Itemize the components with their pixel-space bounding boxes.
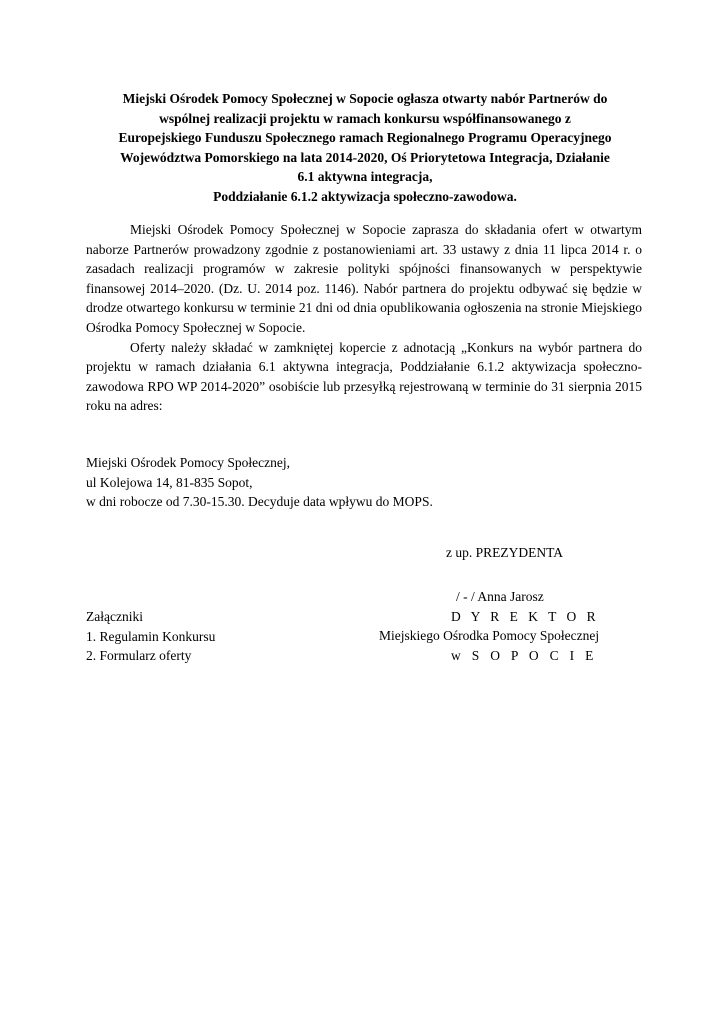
announcement-title [80, 89, 650, 207]
attachments-list [86, 607, 215, 666]
attachment-item: 1. Regulamin Konkursu [86, 628, 216, 644]
body-paragraph-invitation: Miejski Ośrodek Pomocy Społecznej w Sopocie zaprasza do składania ofert w otwartym naborze Partnerów prowadzony zgodnie z postanowieniami art. 33 ustawy z dnia 11 lipca 2014 r. o zasadach realizacji programów w zakresie polityki spójności finansowanych w perspektywie finansowej 2014–2020. (Dz. U. 2014 poz. 1146). Nabór partnera do projektu odbywać się będzie w drodze otwartego konkursu w terminie 21 dni od dnia opublikowania ogłoszenia na stronie Miejskiego Ośrodka Pomocy Społecznej w Sopocie. [86, 222, 642, 335]
address-line: ul Kolejowa 14, 81-835 Sopot, [86, 474, 253, 490]
signatory-organization: Miejskiego Ośrodka Pomocy Społecznej [379, 628, 600, 644]
address-line: w dni robocze od 7.30-15.30. Decyduje data wpływu do MOPS. [86, 494, 433, 510]
body-paragraph-submission: Oferty należy składać w zamkniętej kopercie z adnotacją „Konkurs na wybór partnera do projektu w ramach działania 6.1 aktywna integracja, Poddziałanie 6.1.2 aktywizacja społeczno-zawodowa RPO WP 2014-2020” osobiście lub przesyłką rejestrowaną w terminie do 31 sierpnia 2015 roku na adres: [86, 339, 642, 414]
title-line: wspólnej realizacji projektu w ramach konkursu współfinansowanego z [159, 110, 571, 126]
signature-on-behalf: z up. PREZYDENTA [446, 545, 564, 560]
attachment-item: 2. Formularz oferty [86, 648, 192, 664]
submission-address [86, 453, 433, 512]
title-line: 6.1 aktywna integracja, [297, 169, 433, 185]
title-line: Europejskiego Funduszu Społecznego ramach Regionalnego Programu Operacyjnego [118, 130, 612, 146]
announcement-body [86, 220, 642, 416]
title-line: Województwa Pomorskiego na lata 2014-2020, Oś Priorytetowa Integracja, Działanie [120, 149, 610, 165]
attachments-heading: Załączniki [86, 609, 143, 624]
signatory-city: w S O P O C I E [451, 647, 598, 663]
signatory-name: / - / Anna Jarosz [456, 589, 544, 604]
address-line: Miejski Ośrodek Pomocy Społecznej, [86, 455, 290, 470]
title-line: Poddziałanie 6.1.2 aktywizacja społeczno-zawodowa. [213, 188, 517, 204]
title-line: Miejski Ośrodek Pomocy Społecznej w Sopocie ogłasza otwarty nabór Partnerów do [122, 91, 608, 106]
signatory-title: D Y R E K T O R [451, 608, 600, 624]
signature-block [370, 587, 630, 665]
